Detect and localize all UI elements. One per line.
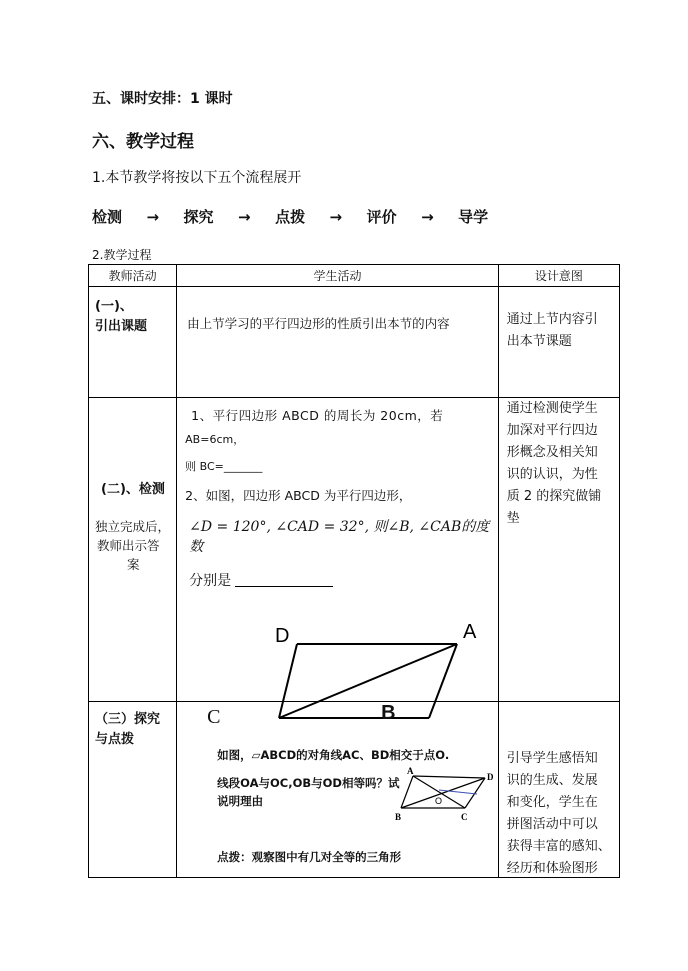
table-header-row: [89, 265, 620, 287]
row2-teacher-note-1: 独立完成后，: [95, 519, 171, 534]
row1-intent-line2: 出本节课题: [506, 334, 572, 349]
row3-teacher: [89, 702, 177, 878]
row2-teacher-note-3: 案: [127, 557, 140, 572]
flow-arrow: →: [329, 208, 343, 226]
row1-intent-line1: 通过上节内容引: [506, 312, 598, 327]
header-intent: 设计意图: [498, 265, 619, 287]
row3-intent-line2: 识的生成、发展: [506, 773, 598, 788]
flow-step: 检测: [92, 208, 123, 226]
row3-teacher-line1: （三）探究: [95, 712, 161, 727]
row1-intent: [498, 287, 619, 398]
row3-intent-line6: 经历和体验图形: [506, 861, 598, 876]
row2-q2-answer: 分别是: [189, 573, 232, 589]
row2-intent-line6: 垫: [506, 511, 520, 526]
diagonal-bd: [401, 778, 485, 808]
diagonals-figure: [395, 764, 495, 824]
flow-arrow: →: [421, 208, 434, 226]
row2-intent-line2: 加深对平行四边: [506, 423, 598, 438]
vertex-b-label: B: [381, 702, 396, 724]
flow-step: 导学: [458, 208, 489, 226]
point-o-label: O: [435, 796, 443, 806]
row3-q-line2: 线段OA与OC,OB与OD相等吗？试: [217, 776, 400, 790]
row3-intent-line4: 拼图活动中可以: [506, 817, 598, 832]
row2-intent-line4: 识的认识，为性: [506, 467, 598, 482]
row2-q1-line3: 则 BC=_______: [185, 460, 263, 473]
row3-student: [177, 702, 499, 878]
flow-step: 点拨: [275, 208, 306, 226]
vertex-c-label: C: [207, 706, 221, 728]
vertex-d-small-label: D: [487, 772, 494, 782]
row2-teacher-title: (二)、检测: [101, 482, 165, 497]
row2-intent-line3: 形概念及相关知: [506, 445, 598, 460]
header-teacher: 教师活动: [89, 265, 177, 287]
row3-intent: [498, 702, 619, 878]
row2-q2-line1: 2、如图，四边形 ABCD 为平行四边形，: [185, 488, 412, 503]
row2-intent-line1: 通过检测使学生: [506, 401, 598, 416]
edge-ad: [413, 776, 485, 778]
row3-q-line1: 如图，▱ABCD的对角线AC、BD相交于点O.: [217, 748, 450, 762]
table-row: [89, 702, 620, 878]
row1-teacher-line2: 引出课题: [95, 319, 148, 334]
vertex-a-label: A: [463, 621, 477, 643]
vertex-b-small-label: B: [395, 812, 402, 822]
row3-q-line3: 说明理由: [217, 794, 264, 808]
header-student: 学生活动: [177, 265, 499, 287]
row3-intent-line3: 和变化，学生在: [506, 795, 598, 810]
row2-teacher-note-2: 教师出示答: [97, 538, 160, 553]
row2-q2-formula: ∠D = 120°, ∠CAD = 32°, 则∠B, ∠CAB的度数: [189, 519, 490, 555]
row1-student-text: 由上节学习的平行四边形的性质引出本节的内容: [187, 316, 450, 331]
vertex-a-small-label: A: [407, 766, 414, 776]
flow-arrow: →: [146, 208, 160, 226]
table-row: [89, 398, 620, 702]
teaching-process-table: [88, 264, 620, 878]
flow-step: 评价: [366, 208, 397, 226]
row1-student: [177, 287, 499, 398]
row2-intent: [498, 398, 619, 702]
row1-teacher: [89, 287, 177, 398]
section-6-heading: 六、教学过程: [92, 132, 194, 152]
row2-intent-line5: 质 2 的探究做铺: [506, 489, 602, 504]
vertex-c-small-label: C: [461, 812, 468, 822]
row2-q1-line1: 1、平行四边形 ABCD 的周长为 20cm，若: [191, 408, 444, 423]
vertex-d-label: D: [275, 625, 290, 647]
section-5-heading: 五、课时安排：1 课时: [92, 91, 233, 107]
flow-step: 探究: [183, 208, 214, 226]
flow-arrow: →: [238, 208, 251, 226]
edge-ba: [401, 776, 413, 808]
row2-q1-line2: AB=6cm，: [185, 433, 245, 446]
process-label: 2.教学过程: [92, 248, 152, 262]
row2-teacher: [89, 398, 177, 702]
row3-hint: 点拨：观察图中有几对全等的三角形: [217, 850, 402, 864]
answer-blank-line: [235, 586, 333, 587]
row3-intent-line1: 引导学生感悟知: [506, 751, 598, 766]
row2-student: [177, 398, 499, 702]
row3-intent-line5: 获得丰富的感知、: [506, 839, 611, 854]
flow-intro: 1.本节教学将按以下五个流程展开: [92, 170, 302, 186]
row1-teacher-line1: (一)、: [95, 299, 133, 314]
flow-steps: [92, 206, 488, 227]
row3-teacher-line2: 与点拨: [95, 732, 135, 747]
table-row: [89, 287, 620, 398]
